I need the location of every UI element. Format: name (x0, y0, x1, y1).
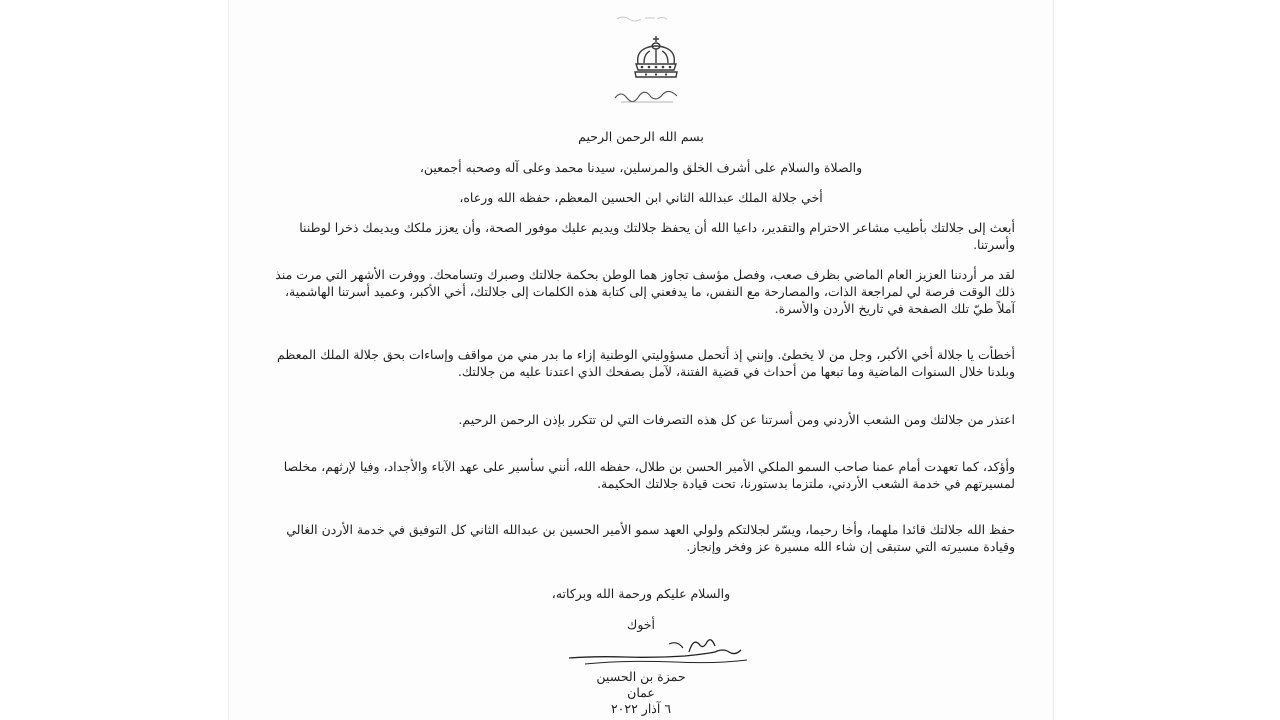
letter-page (228, 0, 1054, 720)
closing-greeting: والسلام عليكم ورحمة الله وبركاته، (551, 586, 731, 601)
paragraph-3: أخطأت يا جلالة أخي الأكبر، وجل من لا يخطئ. وإنني إذ أتحمل مسؤوليتي الوطنية إزاء ما بدر مني من مواقف وإساءات بحق جلالة الملك المعظم وبلدنا خلال السنوات الماضية وما تبعها من أحداث في قضية الفتنة، لآمل بصفحك الذي اعتدنا عليه من جلالتك. (277, 347, 1015, 379)
sign-off: أخوك (627, 617, 655, 632)
paragraph-1: أبعث إلى جلالتك بأطيب مشاعر الاحترام والتقدير، داعيا الله أن يحفظ جلالتك ويديم عليك موفور الصحة، وأن يعزز ملكك ويديمك ذخرا لوطننا وأسرتنا. (299, 220, 1015, 252)
handwritten-signature (565, 630, 755, 672)
place: عمان (627, 685, 655, 700)
signer-name: حمزة بن الحسين (596, 669, 686, 684)
date: ٦ آذار ٢٠٢٢ (610, 701, 672, 716)
addressee: أخي جلالة الملك عبدالله الثاني ابن الحسين المعظم، حفظه الله ورعاه، (459, 190, 823, 205)
paragraph-6: حفظ الله جلالتك قائدا ملهما، وأخا رحيما، ويسّر لجلالتكم ولولي العهد سمو الأمير الحسين بن عبدالله الثاني كل التوفيق في خدمة الأردن الغالي وقيادة مسيرته التي ستبقى إن شاء الله مسيرة عز وفخر وإنجاز. (286, 522, 1015, 554)
paragraph-4: اعتذر من جلالتك ومن الشعب الأردني ومن أسرتنا عن كل هذه التصرفات التي لن تتكرر بإذن الرحمن الرحيم. (458, 412, 1015, 427)
letter-body (229, 0, 1053, 720)
salutation: والصلاة والسلام على أشرف الخلق والمرسلين، سيدنا محمد وعلى آله وصحبه أجمعين، (419, 160, 863, 175)
paragraph-2: لقد مر أردننا العزيز العام الماضي بظرف صعب، وفصل مؤسف تجاوز هما الوطن بحكمة جلالتك وصبرك وتسامحك. ووفرت الأشهر التي مرت منذ ذلك الوقت فرصة لي لمراجعة الذات، والمصارحة مع النفس، ما يدفعني إلى كتابة هذه الكلمات إلى جلالتك، أخي الأكبر، وعميد أسرتنا الهاشمية، آملاً طيّ تلك الصفحة في تاريخ الأردن والأسرة. (275, 267, 1015, 316)
basmala: بسم الله الرحمن الرحيم (578, 129, 704, 144)
paragraph-5: وأؤكد، كما تعهدت أمام عمنا صاحب السمو الملكي الأمير الحسن بن طلال، حفظه الله، أنني سأسير على عهد الآباء والأجداد، وفيا لإرثهم، مخلصا لمسيرتهم في خدمة الشعب الأردني، ملتزما بدستورنا، تحت قيادة جلالتك الحكيمة. (283, 459, 1015, 491)
